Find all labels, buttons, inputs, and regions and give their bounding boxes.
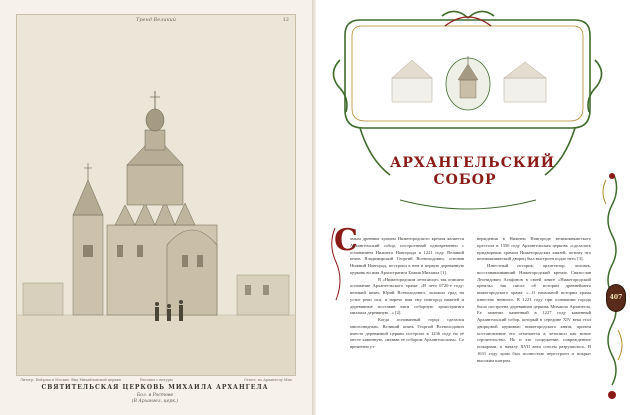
text-column-2 xyxy=(477,236,591,412)
credit-right: Отпеч. по Архангелу Мих. xyxy=(244,378,293,382)
paragraph: верждения в Нижнем Новгороде великокняжеского престола в 1350 году Архангельская церковь «сделалась придворным храмом Нижегородских князей, потому что великокняжеский дворец был выстроен подле нее» [3]. xyxy=(477,236,591,262)
credit-left: Литогр. Бейроха в Москве. Вид Михайловской церкви xyxy=(20,378,121,382)
plate-header: Тренд Великий xyxy=(135,17,176,23)
drop-cap: С xyxy=(334,223,358,258)
credit-center: Рисовал с натуры xyxy=(140,378,173,382)
paragraph: Когда основанный город сделался многолюдным, Великий князь Георгий Всеволодович вместо деревянной церкви построил в 1236 году на её месте каменную, «назвав ее собором Архангельским». Со временем ут- xyxy=(350,317,464,349)
plate-caption-title: СВЯТИТЕЛЬСКАЯ ЦЕРКОВЬ МИХАИЛА АРХАНГЕЛА xyxy=(41,384,269,391)
paragraph: Известный историк, архитектор, человек, восстанавливавший Нижегородский кремль Святослав Леонидович Агафонов в своей книге «Нижегородский кремль» так писал об истории древнейшего нижегородского храма: «...О начальной истории храма известно немного. В 1221 году при основании города была построена деревянная церковь Михаила Архангела. Ее заменил каменный в 1227 году каменный Архангельский собор, который в середине XIV века стал дворцовой церковью нижегородского князя, причем постановление его отмечается в летописи как новое строительство. Но и это сооружение, поврежденное пожарами, к началу XVII века совсем разрушилось. В 1631 году храм был полностью перестроен и покрыт высоким шатром. xyxy=(477,263,591,363)
paragraph: амым древним храмом Нижегородского кремля является Архангельский собор, построенный одновременно с основанием Нижнего Новгорода в 1221 году. Великий князь Владимирский Георгий Всеволодович, основав Нижний Новгород, построил в нем и первую деревянную церковь во имя Архистратига Божия Михаила [1]. xyxy=(350,236,464,275)
page-title xyxy=(390,155,556,189)
page-number-badge: 407 xyxy=(606,284,626,312)
plate-number: 12 xyxy=(282,17,289,23)
plate-caption-subtitle: Бол. в Ростове xyxy=(136,393,174,398)
paragraph: В «Нижегородском летописце» так описано основание Архангельского храма: «В лето 6720-е году: великий князь Юрий Всеволодович, заложил град на устье реки оки, и нарече имя ему новгород нижней и деревянные поставив вися соборную архистратига михаила деревяную...» [2]. xyxy=(350,276,464,316)
title-line-2: СОБОР xyxy=(433,172,497,188)
text-column-1 xyxy=(350,236,464,408)
title-line-1: АРХАНГЕЛЬСКИЙ xyxy=(390,155,556,171)
plate-caption-date: (В Архангел. церк.) xyxy=(131,399,179,404)
